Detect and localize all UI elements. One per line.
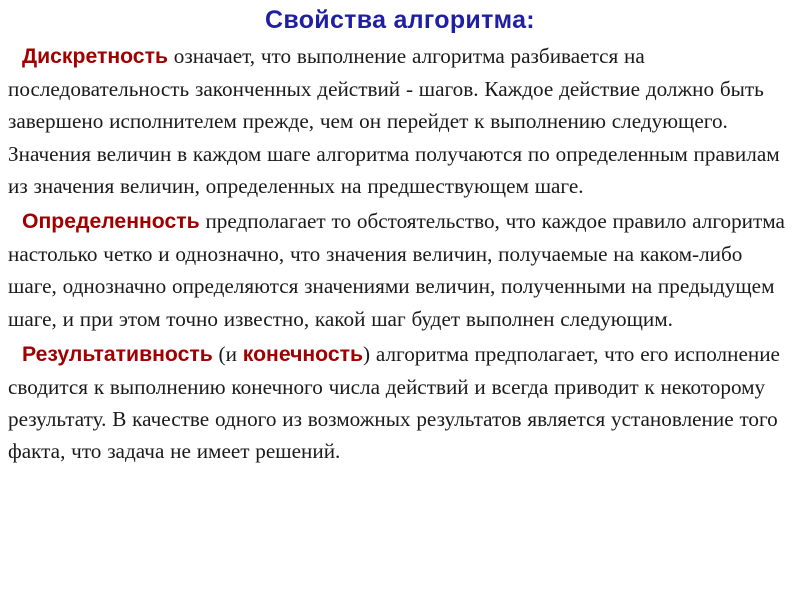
property-paragraph-definiteness xyxy=(8,205,792,335)
definition-effectiveness: ) алгоритма предполагает, что его исполнение сводится к выполнению конечного числа действий и всегда приводит к некоторому результату. В качестве одного из возможных результатов является установление того факта, что задача не имеет решений. xyxy=(8,341,780,464)
slide-title: Свойства алгоритма: xyxy=(265,6,535,34)
property-paragraph-effectiveness xyxy=(8,338,792,468)
term-finiteness: конечность xyxy=(242,342,364,366)
definition-discreteness: означает, что выполнение алгоритма разбивается на последовательность законченных действий - шагов. Каждое действие должно быть завершено исполнителем прежде, чем он перейдет к выполнению следующего. Значения величин в каждом шаге алгоритма получаются по определенным правилам из значения величин, определенных на предшествующем шаге. xyxy=(8,44,780,198)
definition-definiteness: предполагает то обстоятельство, что каждое правило алгоритма настолько четко и однозначно, что значения величин, получаемые на каком-либо шаге, однозначно определяются значениями величин, полученными на предыдущем шаге, и при этом точно известно, какой шаг будет выполнен следующим. xyxy=(8,209,785,331)
term-definiteness: Определенность xyxy=(22,210,200,234)
property-paragraph-discreteness xyxy=(8,40,792,202)
term-effectiveness: Результативность xyxy=(22,342,213,366)
term-discreteness: Дискретность xyxy=(22,45,168,68)
definition-connector: (и xyxy=(212,341,243,366)
slide-content xyxy=(8,40,792,471)
